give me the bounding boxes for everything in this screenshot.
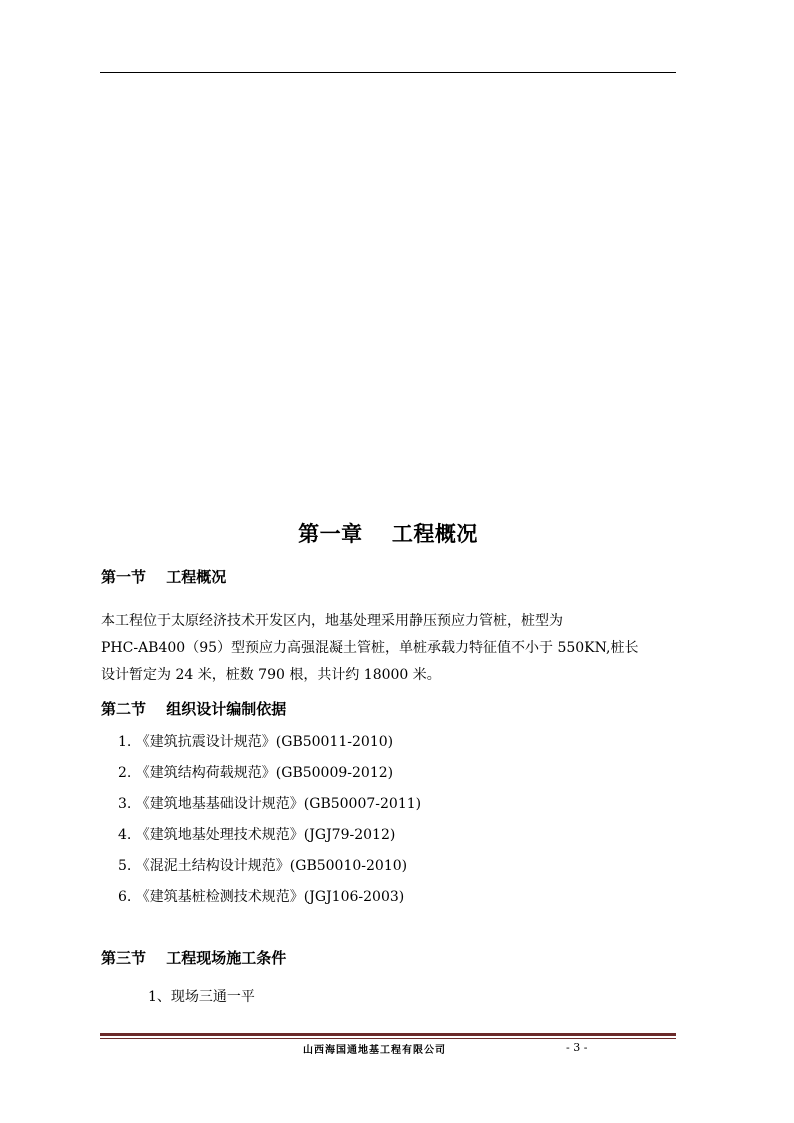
overview-line: 本工程位于太原经济技术开发区内，地基处理采用静压预应力管桩，桩型为 [101,613,563,629]
page-number: - 3 - [566,1041,588,1054]
reference-item: 3. 《建筑地基基础设计规范》(GB50007-2011) [118,796,422,812]
section-title-site-conditions: 第三节 工程现场施工条件 [101,949,287,967]
header-rule [100,72,676,73]
reference-item: 1. 《建筑抗震设计规范》(GB50011-2010) [118,734,394,750]
footer-rule-thin [100,1038,676,1039]
chapter-title: 第一章 工程概况 [298,521,478,546]
footer-rule-thick [100,1033,676,1036]
overview-line: 设计暂定为 24 米，桩数 790 根，共计约 18000 米。 [101,667,441,683]
reference-item: 6. 《建筑基桩检测技术规范》(JGJ106-2003) [118,889,405,905]
reference-item: 2. 《建筑结构荷载规范》(GB50009-2012) [118,765,394,781]
reference-item: 5. 《混泥土结构设计规范》(GB50010-2010) [118,858,408,874]
footer-company: 山西海国通地基工程有限公司 [303,1045,446,1056]
reference-item: 4. 《建筑地基处理技术规范》(JGJ79-2012) [118,827,396,843]
section-title-basis: 第二节 组织设计编制依据 [101,700,287,718]
overview-paragraph [101,608,677,689]
overview-line: PHC-AB400（95）型预应力高强混凝土管桩，单桩承载力特征值不小于 550KN,桩长 [101,640,639,656]
section-title-overview: 第一节 工程概况 [101,568,227,586]
site-condition-item: 1、现场三通一平 [148,989,255,1005]
